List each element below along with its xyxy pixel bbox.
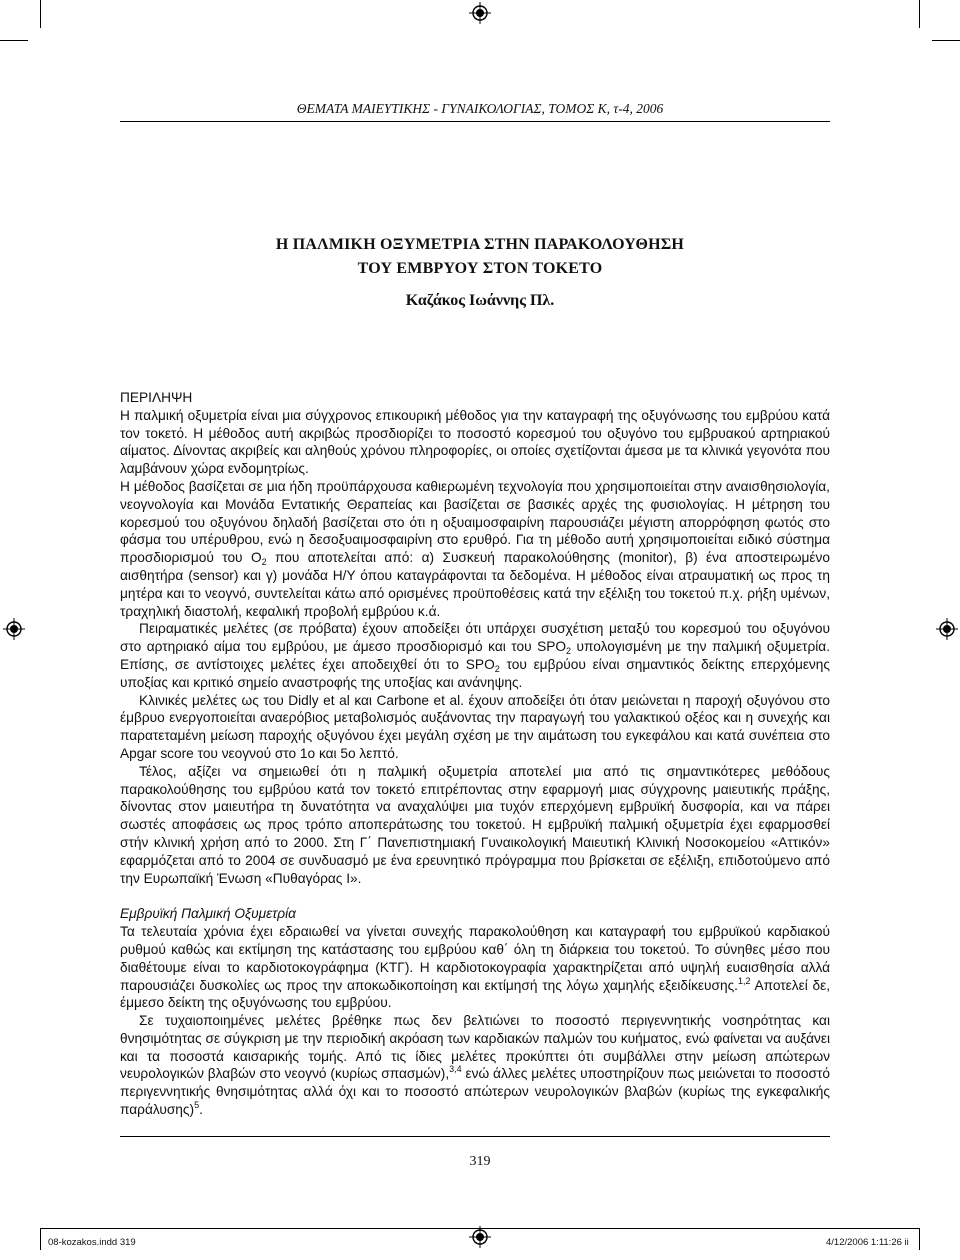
article-title [0,233,960,281]
crop-mark [0,40,28,41]
body-paragraph: Κλινικές μελέτες ως του Didly et al και Carbone et al. έχουν αποδείξει ότι όταν μειώνεται η παροχή οξυγόνου στο έμβρυο ενεργοποιείται αναερόβιος μεταβολισμός αυξάνοντας την παραγωγή του γαλακτικού οξέος και η συνεχής και παρατεταμένη μείωση παροχής οξυγόνου έχει μεγάλη σχέση με την αιμάτωση του εγκεφάλου και κατά συνέπεια στο Apgar score του νεογνού στο 1ο και 5ο λεπτό. [120,692,830,761]
abstract-heading: ΠΕΡΙΛΗΨΗ [120,390,193,405]
slug-separator [919,1228,920,1250]
slug-timestamp: 4/12/2006 1:11:26 ii [826,1237,909,1248]
body-paragraph: Πειραματικές μελέτες (σε πρόβατα) έχουν αποδείξει ότι υπάρχει συσχέτιση μεταξύ του κορεσμού του οξυγόνου στο αρτηριακό αίμα του εμβρύου, με άμεσο προσδιορισμό και του $SPO_2$ υπολογισμένη με την παλμική οξυμετρία. Επίσης, σε αντίστοιχες μελέτες έχει αποδειχθεί ότι το $SPO_2$ του εμβρύου είναι σημαντικός δείκτης επερχόμενης υποξίας και κριτικό σημείο αναστροφής της υποξίας και ανάνηψης. [120,621,831,690]
registration-mark-icon [936,618,958,640]
body-paragraph: Τα τελευταία χρόνια έχει εδραιωθεί να γίνεται συνεχής παρακολούθηση και καταγραφή του εμβρυϊκού καρδιακού ρυθμού καθώς και εκτίμηση της κατάστασης του εμβρύου καθ΄ όλη τη διάρκεια του τοκετού. Το σύνηθες μέσο που διαθέτουμε είναι το καρδιοτοκογράφημα (ΚΤΓ). Η καρδιοτοκογραφία χαρακτηρίζεται από υψηλή ευαισθησία αλλά παρουσιάζει δυσκολίες ως προς την αποκωδικοποίηση και εκτίμησή της λόγω χαμηλής εξειδίκευσης.$^{1,2}$ Αποτελεί δε, έμμεσο δείκτη της οξυγόνωσης του εμβρύου. [120,924,831,1011]
slug-line [40,1228,920,1249]
header-rule [120,121,830,122]
slug-separator [40,1228,41,1250]
article-body [120,389,830,1119]
abstract-paragraph: Η παλμική οξυμετρία είναι μια σύγχρονος επικουρική μέθοδος για την καταγραφή της οξυγόνωσης του εμβρύου κατά τον τοκετό. Η μέθοδος αυτή ακριβώς προσδιορίζει το ποσοστό κορεσμού του οξυγόνο του εμβρυακού αρτηριακού αίματος. Δίνοντας ακριβείς και αληθούς χρόνου πληροφορίες, οι οποίες σχετίζονται άμεσα με τα κλινικά γεγονότα που λαμβάνουν χώρα ενδομητρίως. [120,407,830,477]
running-head: ΘΕΜΑΤΑ ΜΑΙΕΥΤΙΚΗΣ - ΓΥΝΑΙΚΟΛΟΓΙΑΣ, ΤΟΜΟΣ Κ, τ-4, 2006 [296,101,664,116]
crop-mark [919,0,920,28]
title-line-2: ΤΟΥ ΕΜΒΡΥΟΥ ΣΤΟΝ ΤΟΚΕΤΟ [357,260,603,277]
crop-mark [40,0,41,28]
registration-mark-icon [469,2,491,24]
section-heading: Εμβρυϊκή Παλμική Οξυμετρία [120,906,296,922]
slug-filename: 08-kozakos.indd 319 [48,1237,136,1248]
body-paragraph: Σε τυχαιοποιημένες μελέτες βρέθηκε πως δεν βελτιώνει το ποσοστό περιγεννητικής νοσηρότητας και θνησιμότητας σε σύγκριση με την περιοδική ακρόαση των καρδιακών παλμών του κυήματος, ενώ φαίνεται να αυξάνει και τα ποσοστά καισαρικής τομής. Από τις ίδιες μελέτες προκύπτει ότι συμβάλλει στην μείωση απώτερων νευρολογικών βλαβών στο νεογνό (κυρίως σπασμών),$^{3,4}$ ενώ άλλες μελέτες υποστηρίζουν πως μειώνεται το ποσοστό περιγεννητικής θνησιμότητας αλλά όχι και το ποσοστό απώτερων νευρολογικών βλαβών (κυρίως της εγκεφαλικής παράλυσης)$^5$. [120,1013,830,1118]
page-number: 319 [469,1154,491,1169]
author-name: Καζάκος Ιωάννης Πλ. [405,292,555,309]
crop-mark [932,40,960,41]
footer-rule [120,1136,830,1137]
body-paragraph: Η μέθοδος βασίζεται σε μια ήδη προϋπάρχουσα καθιερωμένη τεχνολογία που χρησιμοποιείται στην αναισθησιολογία, νεογνολογία και Μονάδα Εντατικής Θεραπείας και βασίζεται σε βασικές αρχές της φυσιολογίας. Η μέτρηση του κορεσμού του οξυγόνου δηλαδή βασίζεται στο ότι η οξυαιμοσφαιρίνη παρουσιάζει μέγιστη απορρόφηση φωτός στο φάσμα του υπέρυθρου, ενώ η δεσοξυαιμοσφαιρίνη στο ερυθρό. Για τη μέθοδο αυτή χρησιμοποιείται ειδικό σύστημα προσδιορισμού του $O_2$ που αποτελείται από: α) Συσκευή παρακολούθησης (monitor), β) ένα αποστειρωμένο αισθητήρα (sensor) και γ) μονάδα Η/Υ όπου καταγράφονται τα δεδομένα. Η μέθοδος είναι ατραυματική ως προς τη μητέρα και το νεογνό, συντελείται κάτω από ορισμένες προϋποθέσεις κατά την εξέλιξη του τοκετού π.χ. ρήξη υμένων, τραχηλική διαστολή, κεφαλική προβολή εμβρύου κ.ά. [120,478,830,619]
title-line-1: Η ΠΑΛΜΙΚΗ ΟΞΥΜΕΤΡΙΑ ΣΤΗΝ ΠΑΡΑΚΟΛΟΥΘΗΣΗ [275,236,685,253]
body-paragraph: Τέλος, αξίζει να σημειωθεί ότι η παλμική οξυμετρία αποτελεί μια από τις σημαντικότερες μεθόδους παρακολούθησης του εμβρύου κατά τον τοκετό επιτρέποντας στην εφαρμογή μιας σύγχρονης μαιευτικής πράξης, δίνοντας στον μαιευτήρα τη δυνατότητα να αναχαλύψει μια τυχόν επερχόμενη εμβρυϊκή δυσφορία, και να πάρει σωστές αποφάσεις ως προς τρόπο αποπεράτωσης του τοκετού. Η εμβρυϊκή παλμική οξυμετρία έχει εφαρμοσθεί στήν κλινική χρήση από το 2000. Στη Γ΄ Πανεπιστημιακή Γυναικολογική Μαιευτική Κλινική Νοσοκομείου «Αττικόν» εφαρμόζεται από το 2004 σε συνδυασμό με ένα ερευνητικό πρόγραμμα που βρίσκεται σε εξέλιξη, επιδοτούμενο από την Ευρωπαϊκή Ένωση «Πυθαγόρας Ι». [120,763,830,886]
section-gap [120,887,830,905]
registration-mark-icon [3,618,25,640]
